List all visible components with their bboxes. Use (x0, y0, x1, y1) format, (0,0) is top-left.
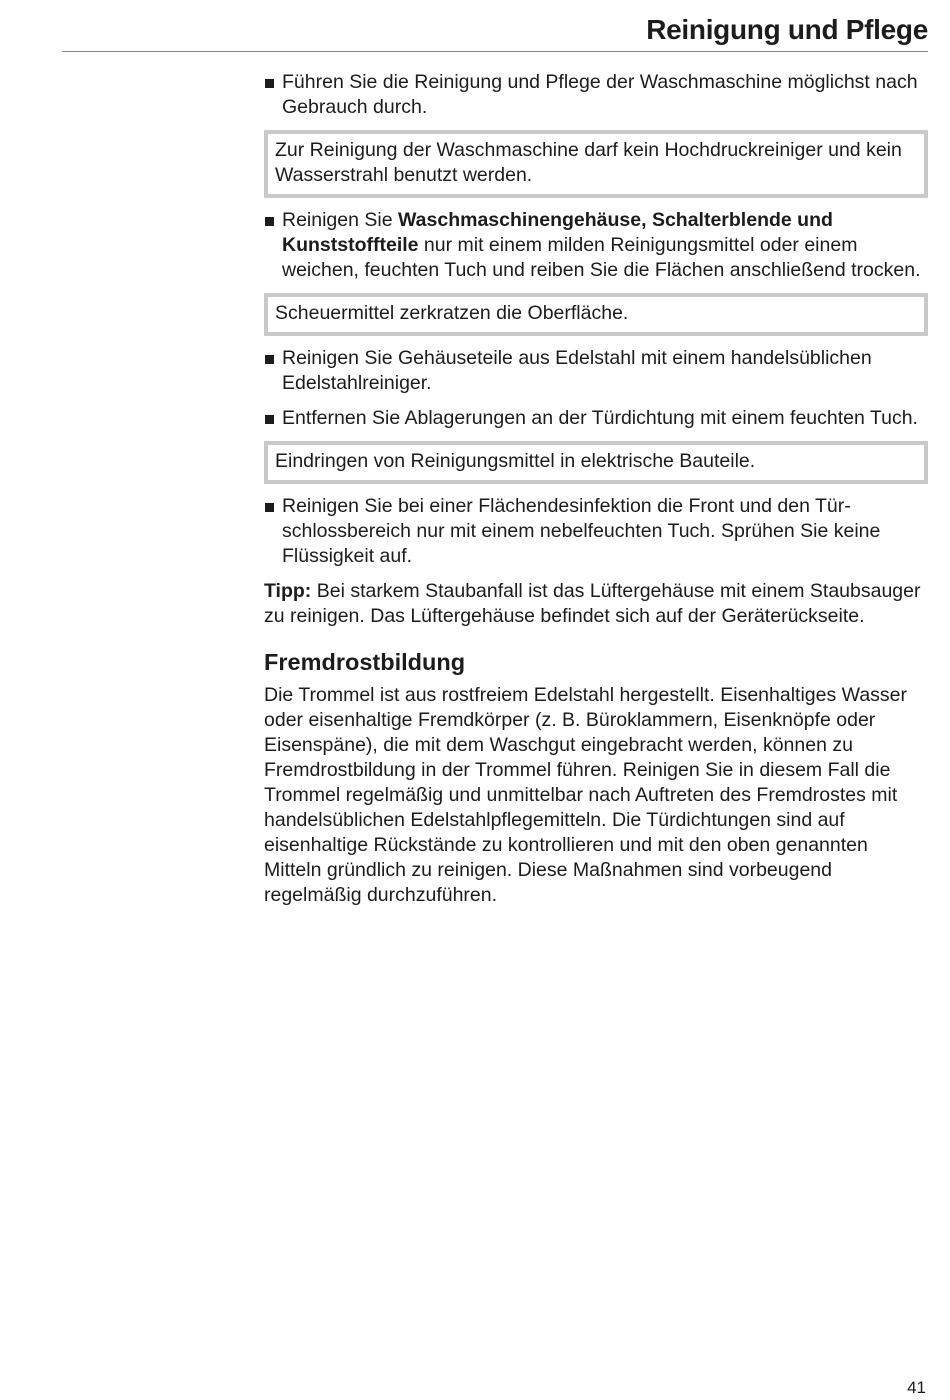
list-item (264, 208, 928, 283)
square-bullet-icon (265, 415, 274, 424)
list-item-text-suffix: nur mit einem milden Reinigungsmittel oder einem weichen, feuchten Tuch und reiben Sie die Flächen anschließend trocken. (282, 234, 921, 281)
page-number: 41 (907, 1378, 926, 1397)
list-item-text-bold: Waschmaschinengehäuse, Schalterblende und Kunststoffteile (282, 209, 833, 256)
tip-text: Bei starkem Staubanfall ist das Lüftergehäuse mit einem Staubsauger zu reinigen. Das Lüftergehäuse befindet sich auf der Geräterückseite. (264, 580, 921, 627)
list-item-text: Führen Sie die Reinigung und Pflege der Waschmaschine möglichst nach Gebrauch durch. (282, 71, 918, 118)
square-bullet-icon (265, 355, 274, 364)
section-heading: Fremdrostbildung (264, 649, 466, 675)
warning-text: Zur Reinigung der Waschmaschine darf kein Hochdruckreiniger und kein Wasserstrahl benutzt werden. (275, 139, 902, 186)
tip-paragraph (264, 579, 928, 629)
list-item-text: Entfernen Sie Ablagerungen an der Türdichtung mit einem feuchten Tuch. (282, 407, 918, 429)
page-title: Reinigung und Pflege (646, 14, 928, 45)
list-item (264, 494, 928, 569)
list-item (264, 346, 928, 396)
page-header (62, 0, 928, 52)
warning-text: Eindringen von Reinigungsmittel in elektrische Bauteile. (275, 450, 756, 472)
list-item (264, 70, 928, 120)
warning-box (264, 130, 928, 198)
list-item-text-prefix: Reinigen Sie (282, 209, 398, 231)
section-body: Die Trommel ist aus rostfreiem Edelstahl hergestellt. Eisenhaltiges Wasser oder eisenhaltige Fremdkörper (z. B. Büroklammern, Eisenknöpfe oder Eisenspäne), die mit dem Waschgut eingebracht werden, können zu Fremdrostbildung in der Trommel führen. Reinigen Sie in diesem Fall die Trommel regelmäßig und unmittelbar nach Auftreten des Fremdrostes mit handelsüblichen Edelstahlpflegemitteln. Die Türdichtungen sind auf eisenhaltige Rückstände zu kontrollieren und mit den oben genannten Mitteln gründlich zu reinigen. Diese Maßnahmen sind vorbeugend regelmäßig durchzuführen. (264, 684, 908, 906)
list-item (264, 406, 928, 431)
square-bullet-icon (265, 217, 274, 226)
warning-text: Scheuermittel zerkratzen die Oberfläche. (275, 302, 629, 324)
square-bullet-icon (265, 79, 274, 88)
main-content (264, 70, 928, 908)
warning-box (264, 441, 928, 484)
tip-label: Tipp: (264, 580, 312, 602)
list-item-text (282, 209, 920, 281)
list-item-text: Reinigen Sie bei einer Flächendesinfektion die Front und den Türschlossbereich nur mit einem nebelfeuchten Tuch. Sprühen Sie keine Flüssigkeit auf. (282, 495, 881, 567)
warning-box (264, 293, 928, 336)
list-item-text: Reinigen Sie Gehäuseteile aus Edelstahl mit einem handelsüblichen Edelstahlreiniger. (282, 347, 872, 394)
square-bullet-icon (265, 503, 274, 512)
